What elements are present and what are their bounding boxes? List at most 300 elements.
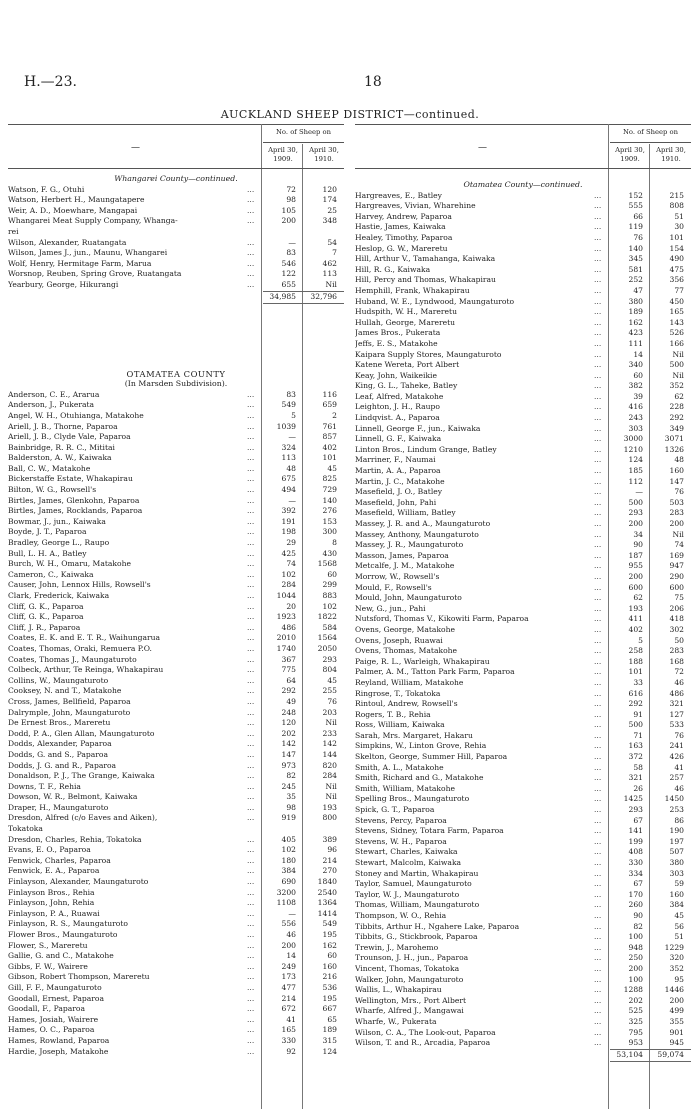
left-row [8, 474, 344, 485]
dot-leader: ... [594, 508, 602, 518]
right-row-1909: 162 [628, 317, 643, 327]
right-row [355, 900, 691, 911]
left-row [8, 443, 344, 454]
right-row-1910: 418 [669, 614, 684, 624]
right-row-1910: 499 [669, 1006, 684, 1016]
right-row-1909: 955 [628, 561, 643, 571]
right-row-1909: 140 [628, 243, 643, 253]
left-row-1910: 536 [322, 982, 337, 992]
dot-leader: ... [594, 540, 602, 550]
right-row [355, 604, 691, 615]
right-row-name: Rintoul, Andrew, Rowsell's [355, 699, 458, 709]
left-row [8, 390, 344, 401]
dot-leader: ... [594, 868, 602, 878]
dot-leader: ... [247, 728, 255, 738]
dot-leader: ... [594, 370, 602, 380]
dot-leader: ... [594, 953, 602, 963]
right-row-name: Martin, J. C., Matakohe [355, 476, 445, 486]
dot-leader: ... [594, 603, 602, 613]
dot-leader: ... [594, 328, 602, 338]
right-row-name: Ringrose, T., Tokatoka [355, 688, 441, 698]
right-row-1910: 303 [669, 868, 684, 878]
left-row-name: Gill, F. F., Maungaturoto [8, 982, 102, 992]
right-row-1910: 74 [674, 540, 684, 550]
right-row-1910: 75 [674, 593, 684, 603]
dot-leader: ... [594, 529, 602, 539]
right-row [355, 763, 691, 774]
page-header [24, 74, 680, 94]
left-row-1909: 486 [281, 622, 296, 632]
dot-leader: ... [594, 571, 602, 581]
right-header-group-rule [610, 142, 691, 143]
right-row-name: Wellington, Mrs., Port Albert [355, 995, 467, 1005]
right-row-name: Masefield, John, Pahi [355, 497, 437, 507]
dot-leader: ... [247, 1014, 255, 1024]
left-row-1909: 83 [286, 248, 296, 258]
dot-leader: ... [594, 942, 602, 952]
right-row-name: King, G. L., Taheke, Batley [355, 381, 458, 391]
right-row [355, 561, 691, 572]
left-row [8, 686, 344, 697]
left-row [8, 1015, 344, 1026]
dot-leader: ... [594, 963, 602, 973]
dot-leader: ... [594, 285, 602, 295]
left-row [8, 888, 344, 899]
right-row-1909: 330 [628, 858, 643, 867]
dot-leader: ... [594, 614, 602, 624]
left-row-1909: 105 [281, 205, 296, 215]
left-row [8, 824, 344, 835]
dot-leader: ... [247, 898, 255, 908]
left-row [8, 792, 344, 803]
right-row-1909: 14 [633, 349, 643, 359]
right-row-1910: 290 [669, 571, 684, 581]
right-row [355, 1006, 691, 1017]
left-row-1910: 45 [327, 463, 337, 473]
left-row-1909: 248 [281, 707, 296, 717]
left-row-1909: 98 [286, 802, 296, 812]
left-row-1910: 2 [332, 410, 337, 420]
right-row-1910: 160 [669, 466, 684, 476]
right-row-name: Linnell, G. F., Kaiwaka [355, 434, 442, 444]
right-row-name: Ovens, Joseph, Ruawai [355, 635, 443, 645]
left-row-1909: 74 [286, 559, 296, 569]
right-row-1909: 258 [628, 646, 643, 656]
right-row [355, 943, 691, 954]
right-row-name: Wilson, C. A., The Look-out, Paparoa [355, 1027, 496, 1037]
whangarei-county-heading: Whangarei County—continued. [114, 174, 238, 183]
dot-leader: ... [594, 815, 602, 825]
right-row [355, 826, 691, 837]
dot-leader: ... [594, 889, 602, 899]
left-row-1910: 462 [322, 258, 337, 268]
right-row [355, 646, 691, 657]
dot-leader: ... [247, 569, 255, 579]
left-row-1909: 655 [281, 279, 296, 289]
dot-leader: ... [247, 279, 255, 289]
right-row [355, 689, 691, 700]
dot-leader: ... [247, 930, 255, 939]
left-row-1910: 54 [327, 237, 337, 247]
left-row-1910: 255 [322, 686, 337, 696]
dot-leader: ... [247, 538, 255, 548]
right-row [355, 1028, 691, 1039]
dot-leader: ... [247, 269, 255, 279]
right-row-1910: 200 [669, 519, 684, 528]
right-row-1910: 197 [669, 836, 684, 846]
right-row-1909: 200 [628, 963, 643, 973]
left-row-1909: 3200 [276, 887, 296, 897]
right-row-1910: 283 [669, 646, 684, 656]
left-row-1910: 120 [322, 184, 337, 194]
right-row-1909: 90 [633, 540, 643, 550]
right-header-col2: April 30, 1910. [656, 146, 686, 163]
left-row [8, 227, 344, 238]
left-row-1910: 195 [322, 993, 337, 1003]
right-row [355, 445, 691, 456]
left-row [8, 432, 344, 443]
left-row-name: Bowmar, J., jun., Kaiwaka [8, 516, 106, 526]
right-row-1909: 39 [633, 391, 643, 401]
left-row-name: Ariell, J. B., Clyde Vale, Paparoa [8, 432, 131, 442]
right-row-1909: 62 [633, 593, 643, 603]
left-row-1910: 284 [322, 771, 337, 781]
left-row-1909: 1740 [276, 643, 296, 653]
right-row [355, 794, 691, 805]
dot-leader: ... [247, 940, 255, 950]
right-row-1909: 185 [628, 466, 643, 476]
right-row-1909: 119 [628, 222, 643, 232]
left-row-1909: 919 [281, 813, 296, 823]
left-row-1909: 83 [286, 389, 296, 399]
right-row-1909: 3000 [623, 434, 643, 444]
right-row-name: Smith, William, Matakohe [355, 783, 455, 793]
dot-leader: ... [247, 749, 255, 759]
right-row [355, 530, 691, 541]
left-row-1909: — [288, 432, 296, 442]
left-row-1909: 102 [281, 845, 296, 855]
right-row-1910: 355 [669, 1016, 684, 1026]
left-row-1909: 284 [281, 580, 296, 590]
left-row-1909: 549 [281, 400, 296, 410]
right-row-name: Martin, A. A., Paparoa [355, 466, 441, 476]
left-row-name: Dowson, W. R., Belmont, Kaiwaka [8, 792, 138, 802]
right-row [355, 911, 691, 922]
left-row [8, 517, 344, 528]
left-row-1909: 477 [281, 982, 296, 992]
dot-leader: ... [594, 667, 602, 677]
left-column [8, 124, 344, 1109]
right-row-1910: 241 [669, 741, 684, 751]
right-row-1909: 60 [633, 370, 643, 380]
right-row-1910: 72 [674, 667, 684, 677]
right-row-1910: 228 [669, 402, 684, 412]
dot-leader: ... [594, 222, 602, 232]
right-row [355, 816, 691, 827]
right-row-1909: 200 [628, 571, 643, 581]
right-row [355, 402, 691, 413]
right-row-1910: 30 [674, 222, 684, 232]
left-row-1909: 1044 [276, 591, 296, 600]
dot-leader: ... [594, 826, 602, 836]
left-row-name: Cliff, J. R., Paparoa [8, 622, 81, 632]
right-row [355, 191, 691, 202]
right-row-1909: 76 [633, 232, 643, 242]
left-row-1910: 402 [322, 442, 337, 452]
right-row-1910: 507 [669, 847, 684, 857]
district-title [0, 108, 700, 121]
left-row-1909: 14 [286, 951, 296, 961]
right-row [355, 625, 691, 636]
left-row-1910: 160 [322, 961, 337, 971]
left-row-1910: 300 [322, 527, 337, 537]
right-row-1909: 1288 [623, 985, 643, 995]
right-row-name: New, G., jun., Pahi [355, 603, 426, 613]
dot-leader: ... [247, 866, 255, 876]
right-row [355, 392, 691, 403]
right-row-1910: 169 [669, 550, 684, 560]
right-header-col1: April 30, 1909. [615, 146, 645, 163]
left-row-1910: 584 [322, 622, 337, 632]
left-row-name: Finlayson Bros., Rehia [8, 887, 95, 897]
otamatea-total-rule-bottom [610, 1061, 691, 1062]
dot-leader: ... [247, 887, 255, 897]
dot-leader: ... [247, 675, 255, 685]
left-row-1909: 102 [281, 569, 296, 579]
dot-leader: ... [594, 985, 602, 995]
dot-leader: ... [247, 792, 255, 802]
dot-leader: ... [594, 805, 602, 815]
right-row-1910: 51 [674, 932, 684, 942]
right-row-1909: 382 [628, 381, 643, 391]
dot-leader: ... [247, 559, 255, 569]
right-row [355, 731, 691, 742]
dot-leader: ... [247, 908, 255, 918]
dot-leader: ... [247, 258, 255, 268]
dot-leader: ... [247, 410, 255, 420]
right-row [355, 614, 691, 625]
right-row-name: Hargreaves, Vivian, Wharehine [355, 201, 476, 211]
right-row-1910: 283 [669, 508, 684, 518]
left-row-1909: 425 [281, 548, 296, 558]
left-row-name: Anderson, C. E., Araruа [8, 389, 100, 399]
left-row-1910: 1840 [317, 877, 337, 887]
dot-leader: ... [594, 932, 602, 942]
right-row-name: Hemphill, Frank, Whakapirau [355, 285, 470, 295]
left-header-dash: — [131, 143, 140, 153]
dot-leader: ... [594, 836, 602, 846]
dot-leader: ... [247, 919, 255, 929]
left-header-group: No. of Sheep on [275, 128, 332, 136]
right-row [355, 318, 691, 329]
otamatea-total-1909: 53,104 [616, 1049, 643, 1059]
whangarei-total-rule-bottom [263, 303, 344, 304]
right-row-1909: 202 [628, 995, 643, 1005]
right-row-name: Heslop, G. W., Mareretu [355, 243, 448, 253]
right-header-rule [355, 168, 691, 169]
left-row-name: Bickerstaffe Estate, Whakapirau [8, 474, 133, 484]
dot-leader: ... [247, 237, 255, 247]
right-row-name: Leaf, Alfred, Matakohe [355, 391, 444, 401]
right-row-1910: 945 [669, 1038, 684, 1048]
left-row [8, 216, 344, 227]
right-row-1910: 321 [669, 699, 684, 709]
dot-leader: ... [594, 762, 602, 772]
left-row-name: Draper, H., Maungaturoto [8, 802, 109, 812]
left-row-1909: 367 [281, 654, 296, 664]
right-row-1909: 91 [633, 709, 643, 719]
left-row [8, 1036, 344, 1047]
right-row-name: Taylor, Samuel, Maungaturoto [355, 879, 472, 889]
right-row-name: Huband, W. E., Lyndwood, Maungaturoto [355, 296, 515, 306]
right-row-name: Hudspith, W. H., Mareretu [355, 307, 457, 317]
dot-leader: ... [594, 476, 602, 486]
dot-leader: ... [594, 783, 602, 793]
right-rows [355, 180, 691, 1061]
left-row-name: Fenwick, Charles, Paparoa [8, 855, 111, 865]
left-header-col1: April 30, 1909. [268, 146, 298, 163]
dot-leader: ... [247, 739, 255, 749]
right-row-1910: 426 [669, 752, 684, 762]
right-row [355, 784, 691, 795]
dot-leader: ... [594, 709, 602, 719]
left-row [8, 835, 344, 846]
left-row-1909: 20 [286, 601, 296, 611]
right-row-1909: 411 [628, 614, 643, 624]
left-row-name: Dodds, G. and S., Paparoa [8, 749, 109, 759]
left-row-1910: 113 [322, 269, 337, 279]
left-row-1909: 180 [281, 855, 296, 865]
left-row [8, 845, 344, 856]
left-row-1909: 142 [281, 739, 296, 749]
right-row-1910: 51 [674, 211, 684, 221]
otamatea-continued-heading: Otamatea County—continued. [463, 180, 583, 189]
dot-leader: ... [594, 910, 602, 920]
right-row-1910: 143 [669, 317, 684, 327]
left-row-name: Angel, W. H., Otuhianga, Matakohe [8, 410, 144, 420]
dot-leader: ... [247, 707, 255, 717]
right-row-1909: 948 [628, 942, 643, 952]
right-row-name: Stevens, Percy, Paparoa [355, 815, 447, 825]
right-row-1910: 77 [674, 285, 684, 295]
right-row-1909: 380 [628, 296, 643, 306]
left-row [8, 729, 344, 740]
right-row-name: Stevens, W. H., Paparoa [355, 836, 447, 846]
dot-leader: ... [247, 389, 255, 399]
right-row-name: Jeffs, E. S., Matakohe [355, 338, 438, 348]
right-row [355, 498, 691, 509]
dot-leader: ... [594, 974, 602, 984]
right-row-1910: 166 [669, 338, 684, 348]
left-row-1910: 883 [322, 591, 337, 600]
otamatea-total [355, 1049, 691, 1061]
right-row-1910: 46 [674, 783, 684, 793]
left-row-name: Worsnop, Reuben, Spring Grove, Ruatangata [8, 269, 182, 279]
right-row-name: Trewin, J., Marohemo [355, 942, 439, 952]
dot-leader: ... [247, 845, 255, 855]
left-row-name: Colbeck, Arthur, Te Reinga, Whakapirau [8, 665, 164, 675]
dot-leader: ... [247, 877, 255, 887]
dot-leader: ... [594, 858, 602, 867]
right-row-1910: 3071 [664, 434, 684, 444]
left-row-name: Hardie, Joseph, Matakohe [8, 1046, 109, 1056]
dot-leader: ... [594, 423, 602, 433]
right-row-name: Vincent, Thomas, Tokatoka [355, 963, 460, 973]
left-row-name: De Ernest Bros., Mareretu [8, 718, 111, 728]
left-row-1910: 233 [322, 728, 337, 738]
right-row-name: Ross, William, Kaiwaka [355, 720, 445, 730]
right-row [355, 752, 691, 763]
left-row [8, 718, 344, 729]
left-row-name: Dresdon, Alfred (c/o Eaves and Aiken), [8, 813, 158, 823]
right-row-1909: 292 [628, 699, 643, 709]
right-row [355, 254, 691, 265]
dot-leader: ... [594, 847, 602, 857]
right-row-1909: 170 [628, 889, 643, 899]
left-row-name: Wilson, James J., jun., Maunu, Whangarei [8, 248, 168, 258]
left-row-name: Gibson, Robert Thompson, Mareretu [8, 972, 150, 982]
dot-leader: ... [594, 349, 602, 359]
right-row [355, 244, 691, 255]
left-row-1910: 667 [322, 1004, 337, 1014]
left-row-1910: 820 [322, 760, 337, 770]
left-row-1909: 82 [286, 771, 296, 781]
left-row-name: Gibbs, F. W., Wairere [8, 961, 88, 971]
right-row-1909: 90 [633, 910, 643, 920]
left-row-1909: 494 [281, 485, 296, 495]
dot-leader: ... [247, 622, 255, 632]
right-row-1909: 500 [628, 497, 643, 507]
right-row-1909: 67 [633, 815, 643, 825]
right-row-name: Paige, R. L., Warleigh, Whakapirau [355, 656, 490, 666]
right-row-1910: 154 [669, 243, 684, 253]
right-row-1910: 48 [674, 455, 684, 465]
right-row-name: Wallis, L., Whakapirau [355, 985, 442, 995]
right-row [355, 985, 691, 996]
left-row-1909: — [288, 908, 296, 918]
left-row [8, 580, 344, 591]
left-row-1909: 198 [281, 527, 296, 537]
left-row [8, 877, 344, 888]
right-row-1909: 953 [628, 1038, 643, 1048]
right-header-dash: — [478, 143, 487, 153]
right-row [355, 1017, 691, 1028]
left-row [8, 708, 344, 719]
right-row [355, 201, 691, 212]
left-row-1910: 60 [327, 569, 337, 579]
right-row-1910: 86 [674, 815, 684, 825]
left-row-name: Finlayson, R. S., Maungaturoto [8, 919, 128, 929]
dot-leader: ... [247, 802, 255, 812]
dot-leader: ... [594, 211, 602, 221]
left-row [8, 972, 344, 983]
left-row [8, 941, 344, 952]
right-row-name: Hill, R. G., Kaiwaka [355, 264, 431, 274]
dot-leader: ... [247, 474, 255, 484]
right-row [355, 572, 691, 583]
left-row-name: Weir, A. D., Moewhare, Mangapai [8, 205, 138, 215]
right-row [355, 847, 691, 858]
left-row-name: Bainbridge, R. R. C., Mititai [8, 442, 115, 452]
right-row-name: Hastie, James, Kaiwaka [355, 222, 446, 232]
left-row-1910: 389 [322, 834, 337, 844]
dot-leader: ... [247, 591, 255, 600]
dot-leader: ... [247, 1046, 255, 1056]
left-row-name: Boyde, J. T., Paparoa [8, 527, 87, 537]
left-row-name: Goodall, F., Paparoa [8, 1004, 86, 1014]
dot-leader: ... [247, 771, 255, 781]
dot-leader: ... [247, 633, 255, 643]
